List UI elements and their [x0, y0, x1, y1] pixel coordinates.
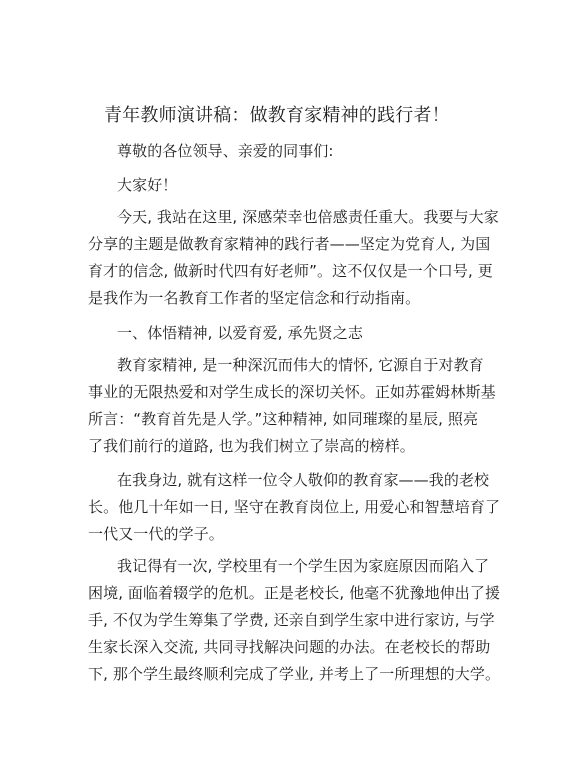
paragraph-4-line-1: 我记得有一次, 学校里有一个学生因为家庭原因而陷入了 [117, 557, 490, 575]
section-heading: 一、体悟精神, 以爱育爱, 承先贤之志 [117, 324, 363, 342]
paragraph-2-line-1: 教育家精神, 是一种深沉而伟大的情怀, 它源自于对教育 [117, 356, 484, 374]
paragraph-4-line-3: 手, 不仅为学生筹集了学费, 还亲自到学生家中进行家访, 与学 [88, 611, 495, 629]
paragraph-2-line-2: 事业的无限热爱和对学生成长的深切关怀。正如苏霍姆林斯基 [88, 383, 496, 401]
paragraph-1-line-2: 分享的主题是做教育家精神的践行者——坚定为党育人, 为国 [88, 235, 491, 253]
greeting: 大家好！ [117, 176, 178, 194]
document-title: 青年教师演讲稿：做教育家精神的践行者！ [104, 105, 450, 126]
paragraph-3-line-2: 长。他几十年如一日, 坚守在教育岗位上, 用爱心和智慧培育了 [88, 498, 501, 516]
paragraph-3-line-1: 在我身边, 就有这样一位令人敬仰的教育家——我的老校 [117, 471, 490, 489]
paragraph-4-line-5: 下, 那个学生最终顺利完成了学业, 并考上了一所理想的大学。 [88, 665, 501, 683]
paragraph-1-line-4: 是我作为一名教育工作者的坚定信念和行动指南。 [88, 289, 421, 307]
salutation: 尊敬的各位领导、亲爱的同事们: [117, 142, 334, 160]
paragraph-1-line-1: 今天, 我站在这里, 深感荣幸也倍感责任重大。我要与大家 [117, 208, 499, 226]
paragraph-4-line-2: 困境, 面临着辍学的危机。正是老校长, 他毫不犹豫地伸出了援 [88, 584, 501, 602]
paragraph-1-line-3: 育才的信念, 做新时代四有好老师”。这不仅仅是一个口号, 更 [88, 262, 493, 280]
paragraph-2-line-4: 了我们前行的道路, 也为我们树立了崇高的榜样。 [88, 437, 415, 455]
paragraph-4-line-4: 生家长深入交流, 共同寻找解决问题的办法。在老校长的帮助 [88, 638, 491, 656]
paragraph-3-line-3: 一代又一代的学子。 [88, 525, 224, 543]
paragraph-2-line-3: 所言：“教育首先是人学。”这种精神, 如同璀璨的星辰, 照亮 [88, 410, 479, 428]
